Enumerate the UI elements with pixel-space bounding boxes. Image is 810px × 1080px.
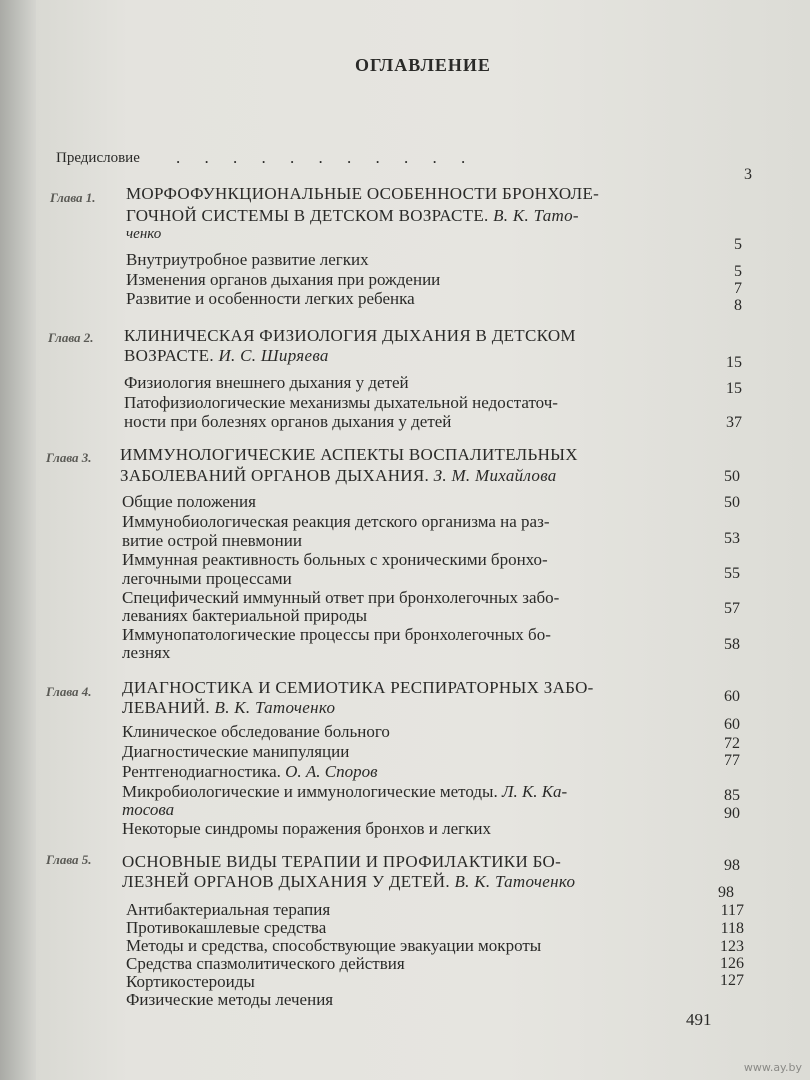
- toc-item: Иммунобиологическая реакция детского организма на раз-: [122, 512, 550, 531]
- toc-item: Противокашлевые средства: [126, 918, 327, 937]
- toc-item: Иммунная реактивность больных с хроническими бронхо-: [122, 550, 548, 569]
- toc-item-cont: лезнях: [122, 643, 171, 662]
- toc-item-cont: леваниях бактериальной природы: [122, 606, 368, 625]
- toc-item-page: 123: [720, 938, 744, 955]
- toc-item: Патофизиологические механизмы дыхательной недостаточ-: [124, 393, 558, 412]
- chapter-2-page: 15: [726, 354, 742, 371]
- toc-item: Диагностические манипуляции: [122, 742, 350, 761]
- toc-item: Изменения органов дыхания при рождении: [126, 270, 441, 289]
- toc-item: Микробиологические и иммунологические методы. Л. К. Ка-: [122, 782, 568, 801]
- preface-label: Предисловие: [56, 150, 140, 166]
- chapter-5-page: 98: [724, 857, 740, 874]
- toc-item-page: 85: [724, 787, 740, 804]
- book-gutter: [0, 0, 36, 1080]
- toc-item-page: 72: [724, 735, 740, 752]
- preface-dots: . . . . . . . . . . .: [176, 148, 476, 167]
- chapter-5-label: Глава 5.: [46, 852, 92, 867]
- toc-item-page: 57: [724, 600, 740, 617]
- toc-item: Методы и средства, способствующие эвакуации мокроты: [126, 936, 542, 955]
- chapter-5-heading-1: ОСНОВНЫЕ ВИДЫ ТЕРАПИИ И ПРОФИЛАКТИКИ БО-: [122, 852, 562, 871]
- toc-item-page: 77: [724, 752, 740, 769]
- chapter-1-author-cont: ченко: [126, 226, 162, 242]
- watermark: www.ay.by: [743, 1061, 802, 1074]
- toc-item-page: 55: [724, 565, 740, 582]
- toc-item-page: 50: [724, 494, 740, 511]
- toc-item-page: 60: [724, 716, 740, 733]
- toc-item-page: 126: [720, 955, 744, 972]
- book-page: [36, 0, 810, 1080]
- chapter-4-label: Глава 4.: [46, 684, 92, 699]
- toc-item: Специфический иммунный ответ при бронхолегочных забо-: [122, 588, 560, 607]
- toc-item: Внутриутробное развитие легких: [126, 250, 369, 269]
- toc-item-page: 127: [720, 972, 744, 989]
- toc-item-cont: ности при болезнях органов дыхания у детей: [124, 412, 452, 431]
- toc-item-page: 53: [724, 530, 740, 547]
- toc-item-page: 5: [734, 263, 742, 280]
- chapter-5-page-2: 98: [718, 884, 734, 901]
- chapter-2-heading-1: КЛИНИЧЕСКАЯ ФИЗИОЛОГИЯ ДЫХАНИЯ В ДЕТСКОМ: [124, 326, 576, 345]
- chapter-3-page: 50: [724, 468, 740, 485]
- toc-item: Иммунопатологические процессы при бронхолегочных бо-: [122, 625, 551, 644]
- toc-item-cont: тосова: [122, 800, 175, 819]
- chapter-1-page: 5: [734, 236, 742, 253]
- toc-item: Некоторые синдромы поражения бронхов и легких: [122, 819, 491, 838]
- toc-item-page: 90: [724, 805, 740, 822]
- chapter-4-heading-1: ДИАГНОСТИКА И СЕМИОТИКА РЕСПИРАТОРНЫХ ЗАБО-: [122, 678, 594, 697]
- chapter-1-label: Глава 1.: [50, 190, 96, 205]
- page-number: 491: [686, 1010, 712, 1029]
- chapter-4-heading-2: ЛЕВАНИЙ. В. К. Таточенко: [122, 698, 336, 717]
- chapter-3-heading-2: ЗАБОЛЕВАНИЙ ОРГАНОВ ДЫХАНИЯ. З. М. Михайлова: [120, 466, 557, 485]
- toc-item-cont: легочными процессами: [122, 569, 292, 588]
- toc-item: Общие положения: [122, 492, 256, 511]
- preface-page: 3: [744, 166, 752, 183]
- toc-item: Физические методы лечения: [126, 990, 334, 1009]
- toc-item-cont: витие острой пневмонии: [122, 531, 302, 550]
- toc-item: Клиническое обследование больного: [122, 722, 390, 741]
- toc-item-page: 117: [720, 902, 744, 919]
- toc-item-page: 7: [734, 280, 742, 297]
- chapter-1-heading-2: ГОЧНОЙ СИСТЕМЫ В ДЕТСКОМ ВОЗРАСТЕ. В. К. Тато-: [126, 206, 579, 225]
- page-title: ОГЛАВЛЕНИЕ: [355, 55, 491, 75]
- toc-item-page: 15: [726, 380, 742, 397]
- toc-item: Развитие и особенности легких ребенка: [126, 289, 415, 308]
- toc-item-page: 58: [724, 636, 740, 653]
- toc-item: Кортикостероиды: [126, 972, 255, 991]
- toc-item: Рентгенодиагностика. О. А. Споров: [122, 762, 378, 781]
- chapter-1-heading-1: МОРФОФУНКЦИОНАЛЬНЫЕ ОСОБЕННОСТИ БРОНХОЛЕ-: [126, 184, 600, 203]
- toc-item: Физиология внешнего дыхания у детей: [124, 373, 409, 392]
- toc-item: Антибактериальная терапия: [126, 900, 331, 919]
- chapter-2-heading-2: ВОЗРАСТЕ. И. С. Ширяева: [124, 346, 329, 365]
- chapter-5-heading-2: ЛЕЗНЕЙ ОРГАНОВ ДЫХАНИЯ У ДЕТЕЙ. В. К. Таточенко: [122, 872, 576, 891]
- chapter-2-label: Глава 2.: [48, 330, 94, 345]
- toc-item-page: 118: [720, 920, 744, 937]
- toc-item-page: 37: [726, 414, 742, 431]
- toc-item-page: 8: [734, 297, 742, 314]
- chapter-4-page: 60: [724, 688, 740, 705]
- chapter-3-label: Глава 3.: [46, 450, 92, 465]
- chapter-3-heading-1: ИММУНОЛОГИЧЕСКИЕ АСПЕКТЫ ВОСПАЛИТЕЛЬНЫХ: [120, 445, 578, 464]
- toc-item: Средства спазмолитического действия: [126, 954, 405, 973]
